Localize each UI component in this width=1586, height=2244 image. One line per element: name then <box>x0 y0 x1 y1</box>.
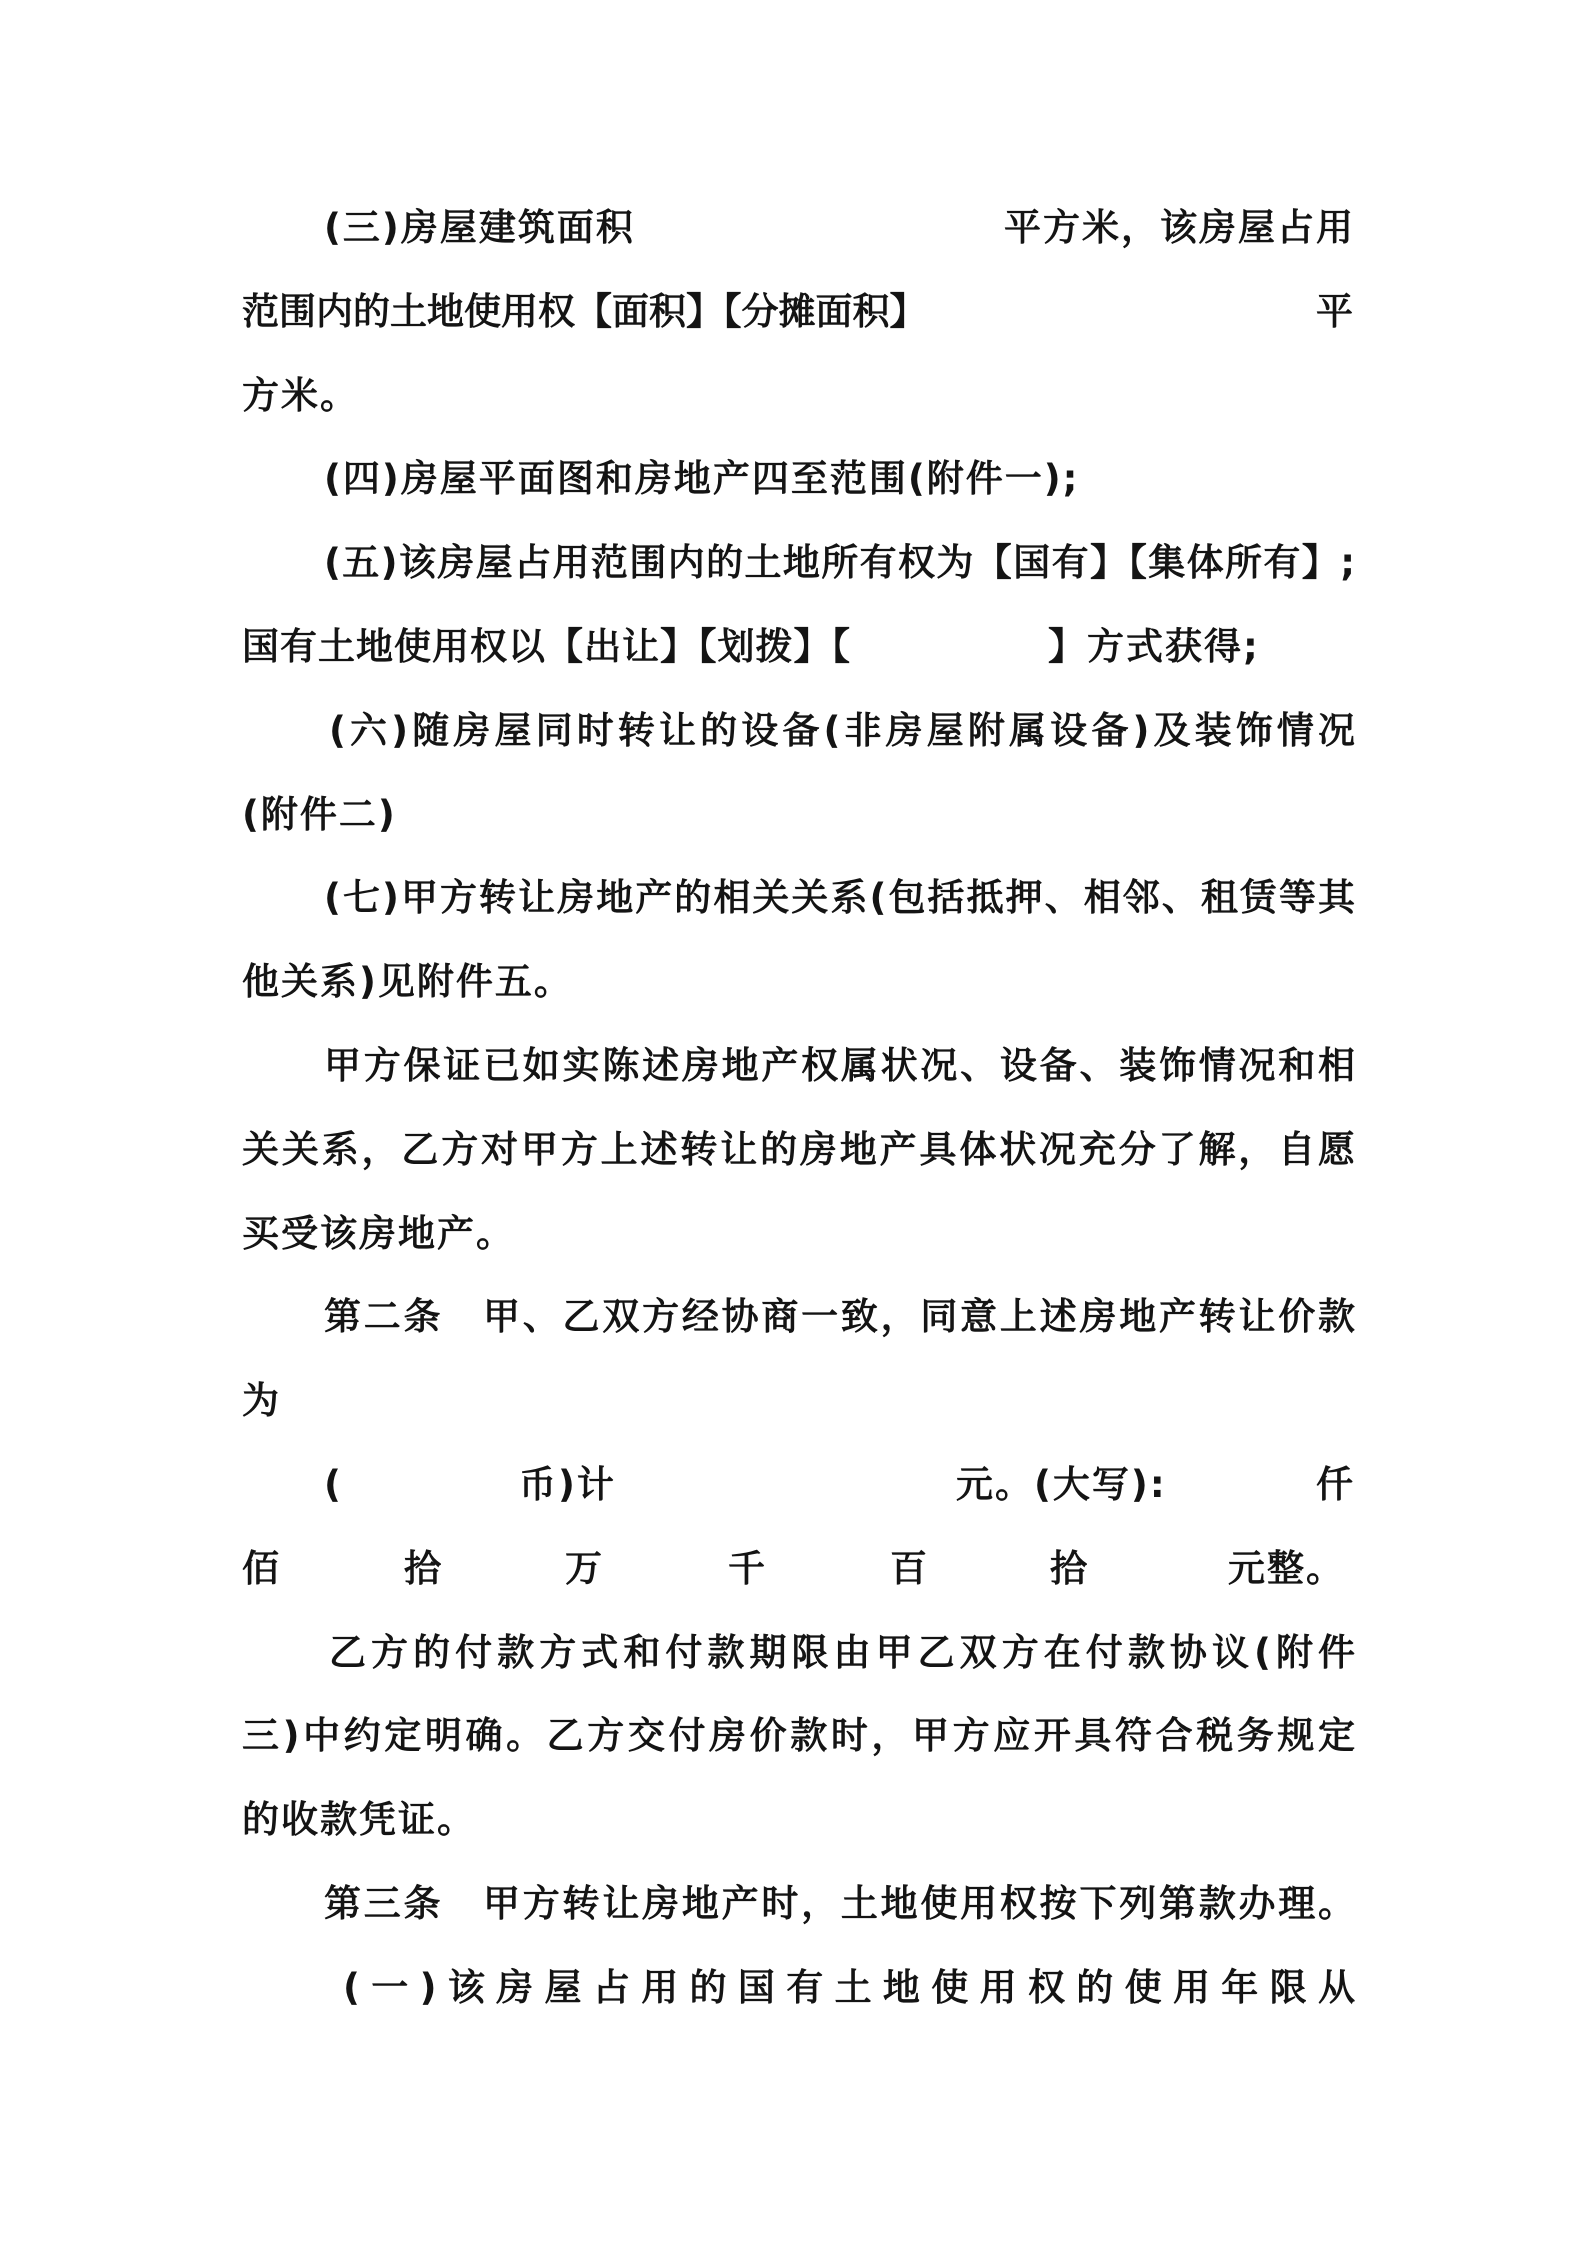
payment-line-2 <box>242 1694 1355 1778</box>
unit-yuan: 元整。 <box>1228 1546 1345 1590</box>
article-2-heading: 第二条 甲、乙双方经协商一致，同意上述房地产转让价款 <box>324 1295 1355 1339</box>
land-use-term-clause: (一)该房屋占用的国有土地使用权的使用年限从 <box>343 1965 1355 2009</box>
relations-clause: (七)甲方转让房地产的相关关系(包括抵押、相邻、租赁等其 <box>324 876 1355 920</box>
payment-text-3: 的收款凭证。 <box>242 1798 476 1842</box>
relations-attachment-ref: 他关系)见附件五。 <box>242 960 573 1004</box>
guarantee-line-3 <box>242 1192 1355 1276</box>
guarantee-line-1 <box>242 1024 1355 1108</box>
payment-text-1: 乙方的付款方式和付款期限由甲乙双方在付款协议(附件 <box>329 1630 1355 1674</box>
unit-qian: 千 <box>728 1546 767 1590</box>
article-2-line-1 <box>242 1275 1355 1359</box>
land-area-unit-end: 方米。 <box>242 373 359 417</box>
item-5-line-2 <box>242 605 1355 689</box>
currency-open-paren: ( <box>324 1462 343 1506</box>
item-3-line-1 <box>242 186 1355 270</box>
item-6-line-1 <box>242 689 1355 773</box>
building-area-label: (三)房屋建筑面积 <box>324 206 635 249</box>
building-area-unit: 平方米，该房屋占用 <box>1004 206 1355 249</box>
land-use-area-label: 范围内的土地使用权【面积】【分摊面积】 <box>242 289 927 333</box>
land-ownership-clause: (五)该房屋占用范围内的土地所有权为【国有】【集体所有】; <box>324 541 1355 585</box>
article-2-continuation: 为 <box>242 1379 281 1423</box>
item-7-line-1 <box>242 856 1355 940</box>
guarantee-text-2: 关关系，乙方对甲方上述转让的房地产具体状况充分了解，自愿 <box>242 1127 1355 1171</box>
item-4-line-1 <box>242 437 1355 521</box>
item-7-line-2 <box>242 940 1355 1024</box>
unit-shi: 拾 <box>1050 1546 1089 1590</box>
item-3-line-2 <box>242 270 1355 354</box>
guarantee-text-1: 甲方保证已如实陈述房地产权属状况、设备、装饰情况和相 <box>324 1043 1355 1087</box>
payment-line-1 <box>242 1611 1355 1695</box>
equipment-attachment-ref: (附件二) <box>242 792 397 836</box>
land-acquisition-suffix: 】方式获得; <box>1048 624 1260 668</box>
payment-text-2: 三)中约定明确。乙方交付房价款时，甲方应开具符合税务规定 <box>242 1714 1355 1758</box>
unit-wan: 万 <box>565 1546 604 1590</box>
currency-label: 币)计 <box>519 1462 616 1506</box>
floor-plan-clause: (四)房屋平面图和房地产四至范围(附件一); <box>324 457 1080 501</box>
article-3-line-1 <box>242 1862 1355 1946</box>
land-acquisition-options: 国有土地使用权以【出让】【划拨】【 <box>242 624 851 668</box>
article-3-heading: 第三条 甲方转让房地产时，土地使用权按下列第款办理。 <box>324 1881 1355 1925</box>
guarantee-line-2 <box>242 1108 1355 1192</box>
amount-in-words-label: 元。(大写): <box>956 1462 1167 1506</box>
item-6-line-2 <box>242 773 1355 857</box>
contract-body <box>242 186 1355 2030</box>
price-amount-line <box>242 1443 1355 1527</box>
equipment-clause: (六)随房屋同时转让的设备(非房屋附属设备)及装饰情况 <box>329 708 1355 752</box>
unit-shi-upper: 拾 <box>404 1546 443 1590</box>
land-area-unit-start: 平 <box>1316 289 1355 333</box>
article-3-item-1-line-1 <box>242 1946 1355 2030</box>
unit-qian-upper: 仟 <box>1316 1462 1355 1506</box>
price-units-line <box>242 1527 1355 1611</box>
payment-line-3 <box>242 1778 1355 1862</box>
unit-bai: 百 <box>890 1546 929 1590</box>
guarantee-text-3: 买受该房地产。 <box>242 1211 515 1255</box>
article-2-line-2 <box>242 1359 1355 1443</box>
item-5-line-1 <box>242 521 1355 605</box>
unit-bai-upper: 佰 <box>242 1546 281 1590</box>
item-3-line-3 <box>242 354 1355 438</box>
